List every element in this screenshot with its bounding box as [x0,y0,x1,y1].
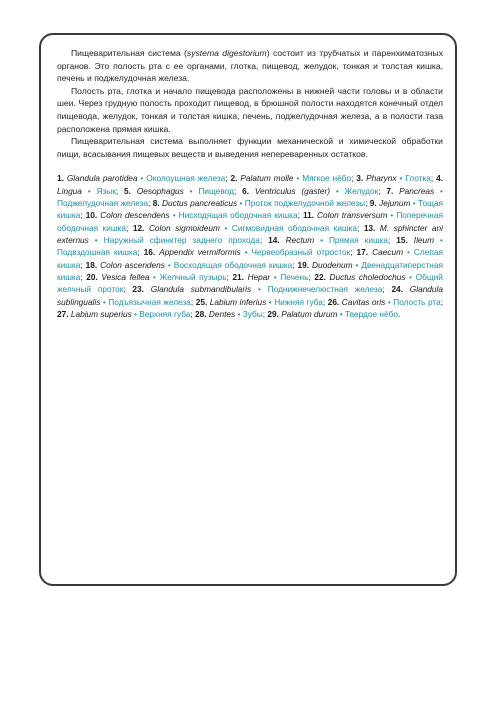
bullet-icon: • [335,185,339,196]
bullet-icon: • [257,284,261,295]
bullet-icon: • [244,247,248,258]
legend-russian-term: Двенадцатиперстная кишка [57,259,443,283]
legend-latin-term: Colon ascendens [100,259,165,270]
paragraph-text: ) состоит из трубчатых и паренхиматозных органов. Это полость рта с ее органами, глотка, пищевод, желудок, тонкая и толстая кишка, печень и поджелудочная железа. [57,48,444,84]
legend-entry: 6. Ventriculus (gaster) • Желудок; [242,185,387,196]
legend-number: 18. [85,259,98,270]
legend-entry: 24. Glandula sublingualis • Подъязычная железа; [57,284,443,307]
legend-russian-term: Восходящая ободочная кишка [173,259,293,270]
legend-entry: 26. Cavitas oris • Полость рта; [327,296,444,307]
legend-russian-term: Зубы [242,309,263,320]
legend-russian-term: Твердое нёбо [344,309,398,320]
bullet-icon: • [189,185,193,196]
legend-number: 5. [124,185,131,196]
legend-latin-term: Colon sigmoideum [148,222,220,233]
legend-russian-term: Мягкое нёбо [302,173,352,184]
legend-entry: 16. Appendix vermiformis • Червеобразный отросток; [143,247,357,258]
bullet-icon: • [94,235,98,246]
legend-russian-term: Сигмовидная ободочная кишка [231,222,357,233]
legend-latin-term: Vesica fellea [101,272,150,283]
legend-entry: 25. Labium inferius • Нижняя губа; [195,296,328,307]
bullet-icon: • [399,173,403,184]
legend-russian-term: Червеобразный отросток [251,247,351,258]
legend-russian-term: Тощая кишка [57,198,443,221]
legend-russian-term: Наружный сфинктер заднего прохода [103,235,260,246]
legend-number: 16. [143,247,156,258]
legend-latin-term: Ileum [413,235,435,246]
bullet-icon: • [237,309,241,320]
bullet-icon: • [268,296,272,307]
legend-entry: 10. Colon descendens • Нисходящая ободочная кишка; [85,210,303,221]
intro-paragraph [57,85,443,135]
intro-paragraph [57,47,443,85]
legend-number: 26. [327,296,340,307]
legend-latin-term: Labium inferius [209,296,267,307]
bullet-icon: • [134,309,137,320]
legend-latin-term: Glandula sublingualis [57,284,443,307]
legend-latin-term: Palatum durum [281,309,338,320]
legend-russian-term: Проток поджелудочной железы [244,198,366,209]
legend-entry: 21. Hepar • Печень; [232,272,315,283]
bullet-icon: • [440,235,443,246]
legend-entry: 7. Pancreas • Поджелудочная железа; [57,185,443,209]
legend-latin-term: Duodenum [311,259,353,270]
bullet-icon: • [407,247,410,258]
legend-russian-term: Подъязычная железа [108,296,191,307]
legend-latin-term: Glandula parotidea [66,173,138,184]
legend-russian-term: Слепая кишка [57,247,443,270]
legend-entry: 17. Caecum • Слепая кишка; [57,247,443,270]
legend-number: 11. [302,210,315,221]
legend-number: 15. [396,235,408,246]
legend-russian-term: Желудок [344,185,379,196]
bullet-icon: • [172,210,176,221]
legend-number: 13. [363,222,376,233]
legend-entry: 14. Rectum • Прямая кишка; [268,235,397,246]
intro-paragraph [57,135,443,160]
legend-entry: 27. Labium superius • Верхняя губа; [57,309,196,320]
legend-number: 7. [386,185,394,196]
legend-russian-term: Верхняя губа [139,309,191,320]
legend-latin-term: Caecum [372,247,403,258]
paragraph-text: Полость рта, глотка и начало пищевода расположены в нижней части головы и в области шеи. Через грудную полость проходит пищевод, в брюшной полости находятся конечный отдел пищевода, желудок, тонкая и толстая кишка, печень, поджелудочная железа, а в полости таза расположена прямая кишка. [57,85,443,134]
legend-latin-term: Rectum [285,235,315,246]
legend-russian-term: Подвздошная кишка [57,247,138,258]
paragraph-text: Пищеварительная система выполняет функции механической и химической обработки пищи, всасывания пищевых веществ и выведения непереваренных остатков. [57,136,443,159]
bullet-icon: • [412,198,416,209]
legend-latin-term: Labium superius [70,309,132,320]
legend-russian-term: Околоушная железа [146,173,226,184]
legend-russian-term: Язык [96,185,116,196]
legend-entry: 1. Glandula parotidea • Околоушная железа; [57,173,231,184]
legend-latin-term: Colon transversum [317,210,388,221]
legend-number: 23. [132,284,144,295]
legend-russian-term: Поперечная ободочная кишка [57,210,443,233]
anatomy-legend [57,172,443,320]
legend-latin-term: Dentes [208,309,236,320]
legend-latin-term: M. sphincter ani externus [57,222,443,246]
legend-latin-term: Hepar [247,272,271,283]
legend-latin-term: Ventriculus (gaster) [254,185,330,196]
legend-russian-term: Полость рта [393,296,441,307]
content-card [39,33,457,586]
bullet-icon: • [87,185,91,196]
bullet-icon: • [296,173,300,184]
bullet-icon: • [390,210,394,221]
legend-entry: 29. Palatum durum • Твердое нёбо. [267,309,401,320]
legend-entry: 20. Vesica fellea • Желчный пузырь; [86,272,233,283]
legend-number: 2. [230,173,238,184]
latin-term: systema digestorium [186,48,267,58]
legend-number: 27. [57,309,69,320]
legend-russian-term: Глотка [405,173,431,184]
legend-latin-term: Glandula submandibularis [150,284,252,295]
legend-number: 24. [391,284,403,295]
legend-russian-term: Общий желчный проток [57,272,443,295]
legend-latin-term: Pharynx [366,173,397,184]
bullet-icon: • [355,259,359,270]
legend-number: 29. [267,309,279,320]
legend-entry: 8. Ductus pancreaticus • Проток поджелудочной железы; [152,198,370,209]
legend-entry: 11. Colon transversum • Поперечная ободочная кишка; [57,210,443,233]
legend-number: 9. [369,198,377,209]
bullet-icon: • [320,235,324,246]
paragraph-text: Пищеварительная система ( [71,48,187,58]
legend-entry: 5. Oesophagus • Пищевод; [124,185,243,196]
legend-number: 14. [268,235,280,246]
bullet-icon: • [273,272,277,283]
legend-latin-term: Ductus choledochus [329,272,406,283]
bullet-icon: • [153,272,156,283]
legend-entry: 2. Palatum molle • Мягкое нёбо; [230,173,357,184]
bullet-icon: • [140,173,144,184]
legend-russian-term: Желчный пузырь [159,272,227,283]
legend-number: 20. [86,272,98,283]
legend-russian-term: Печень [280,272,309,283]
legend-entry: 4. Lingua • Язык; [57,173,444,196]
legend-latin-term: Oesophagus [136,185,184,196]
legend-number: 10. [85,210,98,221]
legend-latin-term: Jejunum [379,198,411,209]
legend-latin-term: Cavitas oris [341,296,386,307]
legend-number: 25. [195,296,208,307]
legend-entry: 3. Pharynx • Глотка; [356,173,437,184]
legend-number: 8. [152,198,160,209]
legend-number: 1. [57,173,64,184]
legend-latin-term: Appendix vermiformis [159,247,241,258]
legend-russian-term: Нисходящая ободочная кишка [178,210,298,221]
legend-entry: 28. Dentes • Зубы; [195,309,268,320]
bullet-icon: • [102,296,106,307]
bullet-icon: • [239,198,243,209]
legend-entry: 12. Colon sigmoideum • Сигмовидная ободочная кишка; [132,222,364,233]
legend-entry: 9. Jejunum • Тощая кишка; [57,198,443,221]
legend-entry: 15. Ileum • Подвздошная кишка; [57,235,443,258]
legend-number: 19. [297,259,310,270]
legend-number: 3. [356,173,364,184]
legend-latin-term: Pancreas [399,185,435,196]
bullet-icon: • [167,259,171,270]
bullet-icon: • [339,309,343,320]
legend-entry: 19. Duodenum • Двенадцатиперстная кишка; [57,259,443,283]
legend-latin-term: Palatum molle [240,173,294,184]
bullet-icon: • [224,222,228,233]
legend-number: 21. [232,272,244,283]
legend-number: 22. [314,272,326,283]
legend-russian-term: Прямая кишка [328,235,389,246]
legend-number: 4. [436,173,444,184]
bullet-icon: • [387,296,391,307]
intro-text [57,47,443,160]
legend-number: 28. [195,309,207,320]
legend-russian-term: Поджелудочная железа [57,198,149,209]
legend-entry: 18. Colon ascendens • Восходящая ободочная кишка; [85,259,298,270]
legend-number: 12. [132,222,145,233]
bullet-icon: • [409,272,412,283]
legend-russian-term: Нижняя губа [274,296,323,307]
legend-latin-term: Colon descendens [100,210,170,221]
bullet-icon: • [440,185,443,196]
legend-number: 17. [356,247,369,258]
legend-latin-term: Ductus pancreaticus [161,198,238,209]
legend-russian-term: Поднижнечелюстная железа [267,284,383,295]
legend-entry: 23. Glandula submandibularis • Поднижнечелюстная железа; [132,284,392,295]
legend-russian-term: Пищевод [198,185,234,196]
legend-number: 6. [242,185,249,196]
legend-entry: 13. M. sphincter ani externus • Наружный сфинктер заднего прохода; [57,222,443,246]
legend-latin-term: Lingua [57,185,82,196]
legend-entry: 22. Ductus choledochus • Общий желчный проток; [57,272,443,295]
